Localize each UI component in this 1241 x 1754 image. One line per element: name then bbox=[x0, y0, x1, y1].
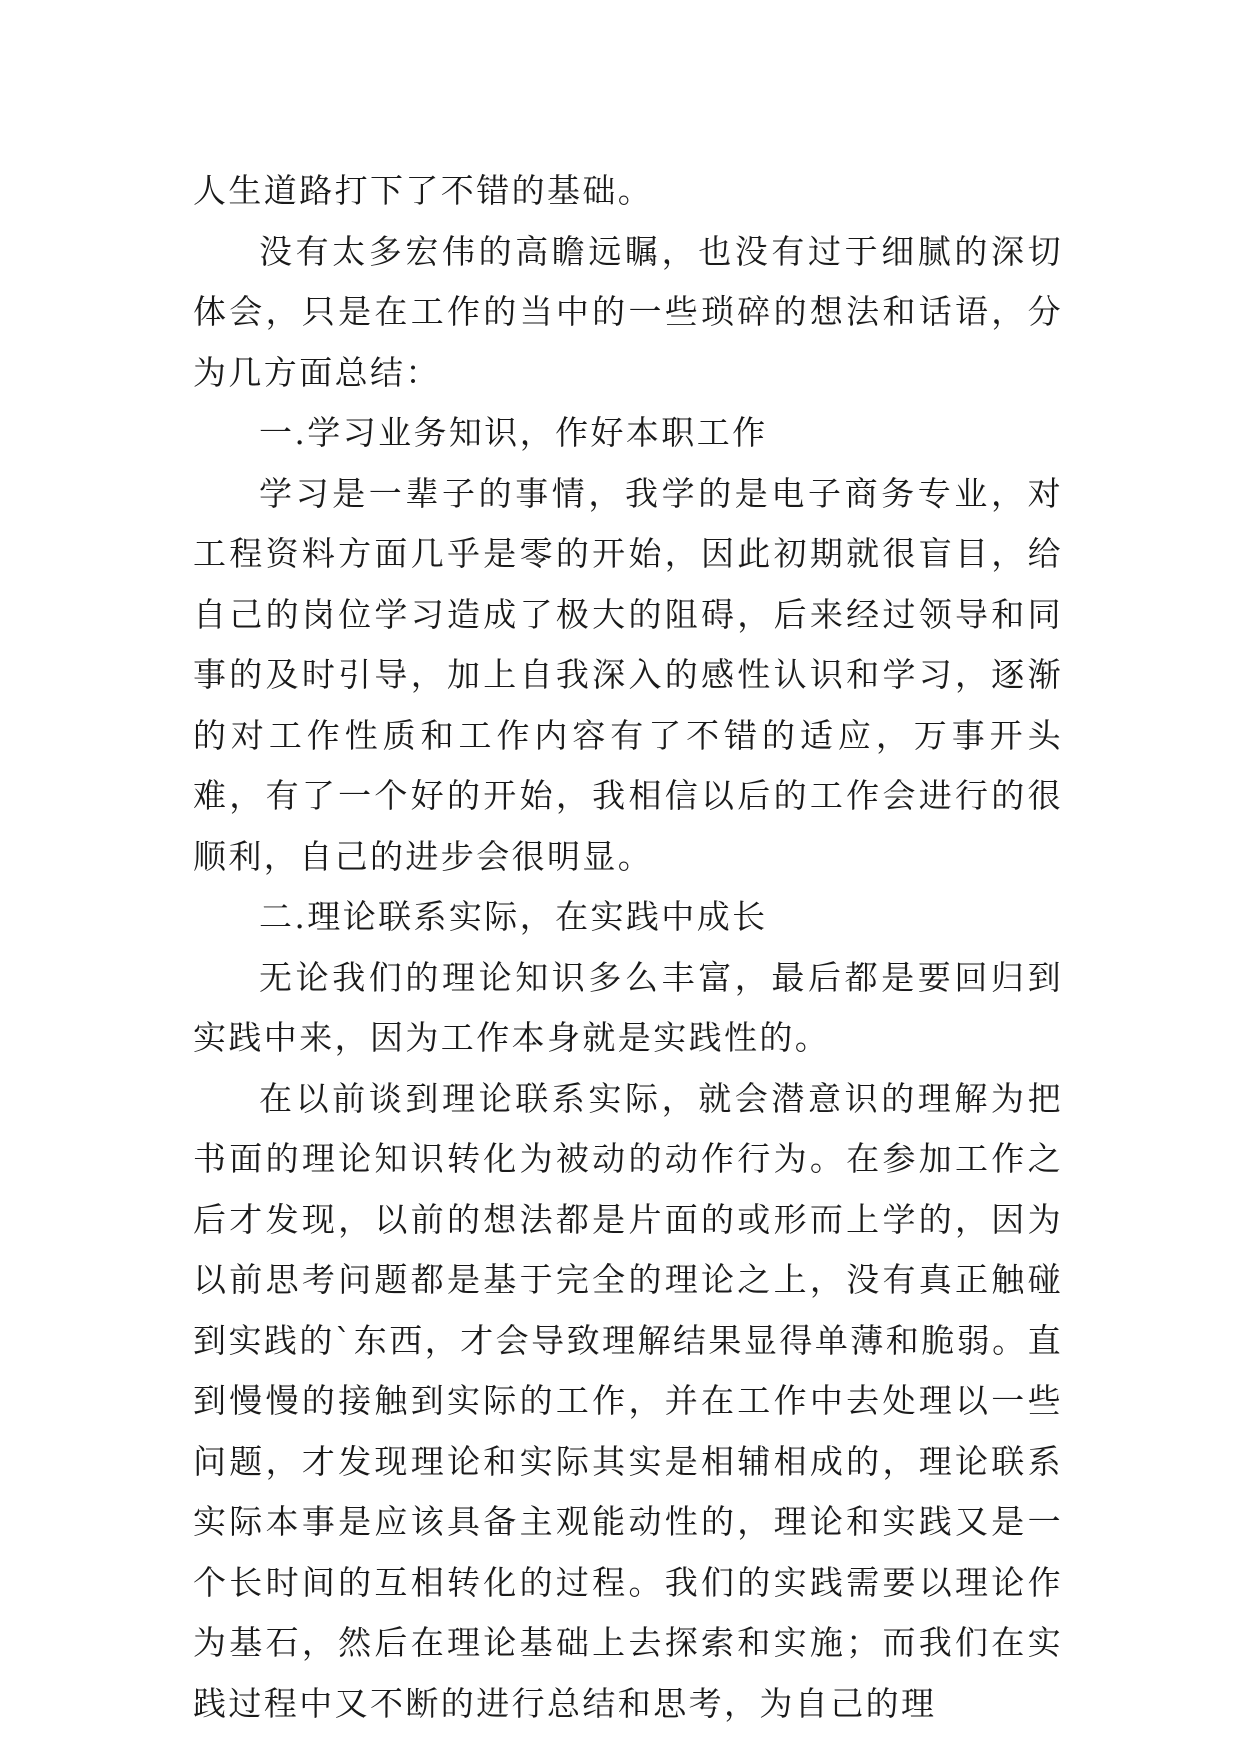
section-heading-1: 一.学习业务知识，作好本职工作 bbox=[259, 413, 768, 452]
paragraph-section-2b: 在以前谈到理论联系实际，就会潜意识的理解为把书面的理论知识转化为被动的动作行为。在参加工作之后才发现，以前的想法都是片面的或形而上学的，因为以前思考问题都是基于完全的理论之上，没有真正触碰到实践的`东西，才会导致理解结果显得单薄和脆弱。直到慢慢的接触到实际的工作，并在工作中去处理以一些问题，才发现理论和实际其实是相辅相成的，理论联系实际本事是应该具备主观能动性的，理论和实践又是一个长时间的互相转化的过程。我们的实践需要以理论作为基石，然后在理论基础上去探索和实施；而我们在实践过程中又不断的进行总结和思考，为自己的理 bbox=[193, 1078, 1063, 1723]
paragraph-intro: 没有太多宏伟的高瞻远瞩，也没有过于细腻的深切体会，只是在工作的当中的一些琐碎的想法和话语，分为几方面总结： bbox=[193, 231, 1063, 392]
paragraph-continuation: 人生道路打下了不错的基础。 bbox=[193, 171, 654, 210]
section-heading-2: 二.理论联系实际，在实践中成长 bbox=[259, 897, 768, 936]
paragraph-section-2a: 无论我们的理论知识多么丰富，最后都是要回归到实践中来，因为工作本身就是实践性的。 bbox=[193, 957, 1063, 1057]
document-body bbox=[193, 161, 1063, 1734]
paragraph-section-1: 学习是一辈子的事情，我学的是电子商务专业，对工程资料方面几乎是零的开始，因此初期就很盲目，给自己的岗位学习造成了极大的阻碍，后来经过领导和同事的及时引导，加上自我深入的感性认识和学习，逐渐的对工作性质和工作内容有了不错的适应，万事开头难，有了一个好的开始，我相信以后的工作会进行的很顺利，自己的进步会很明显。 bbox=[193, 473, 1063, 876]
